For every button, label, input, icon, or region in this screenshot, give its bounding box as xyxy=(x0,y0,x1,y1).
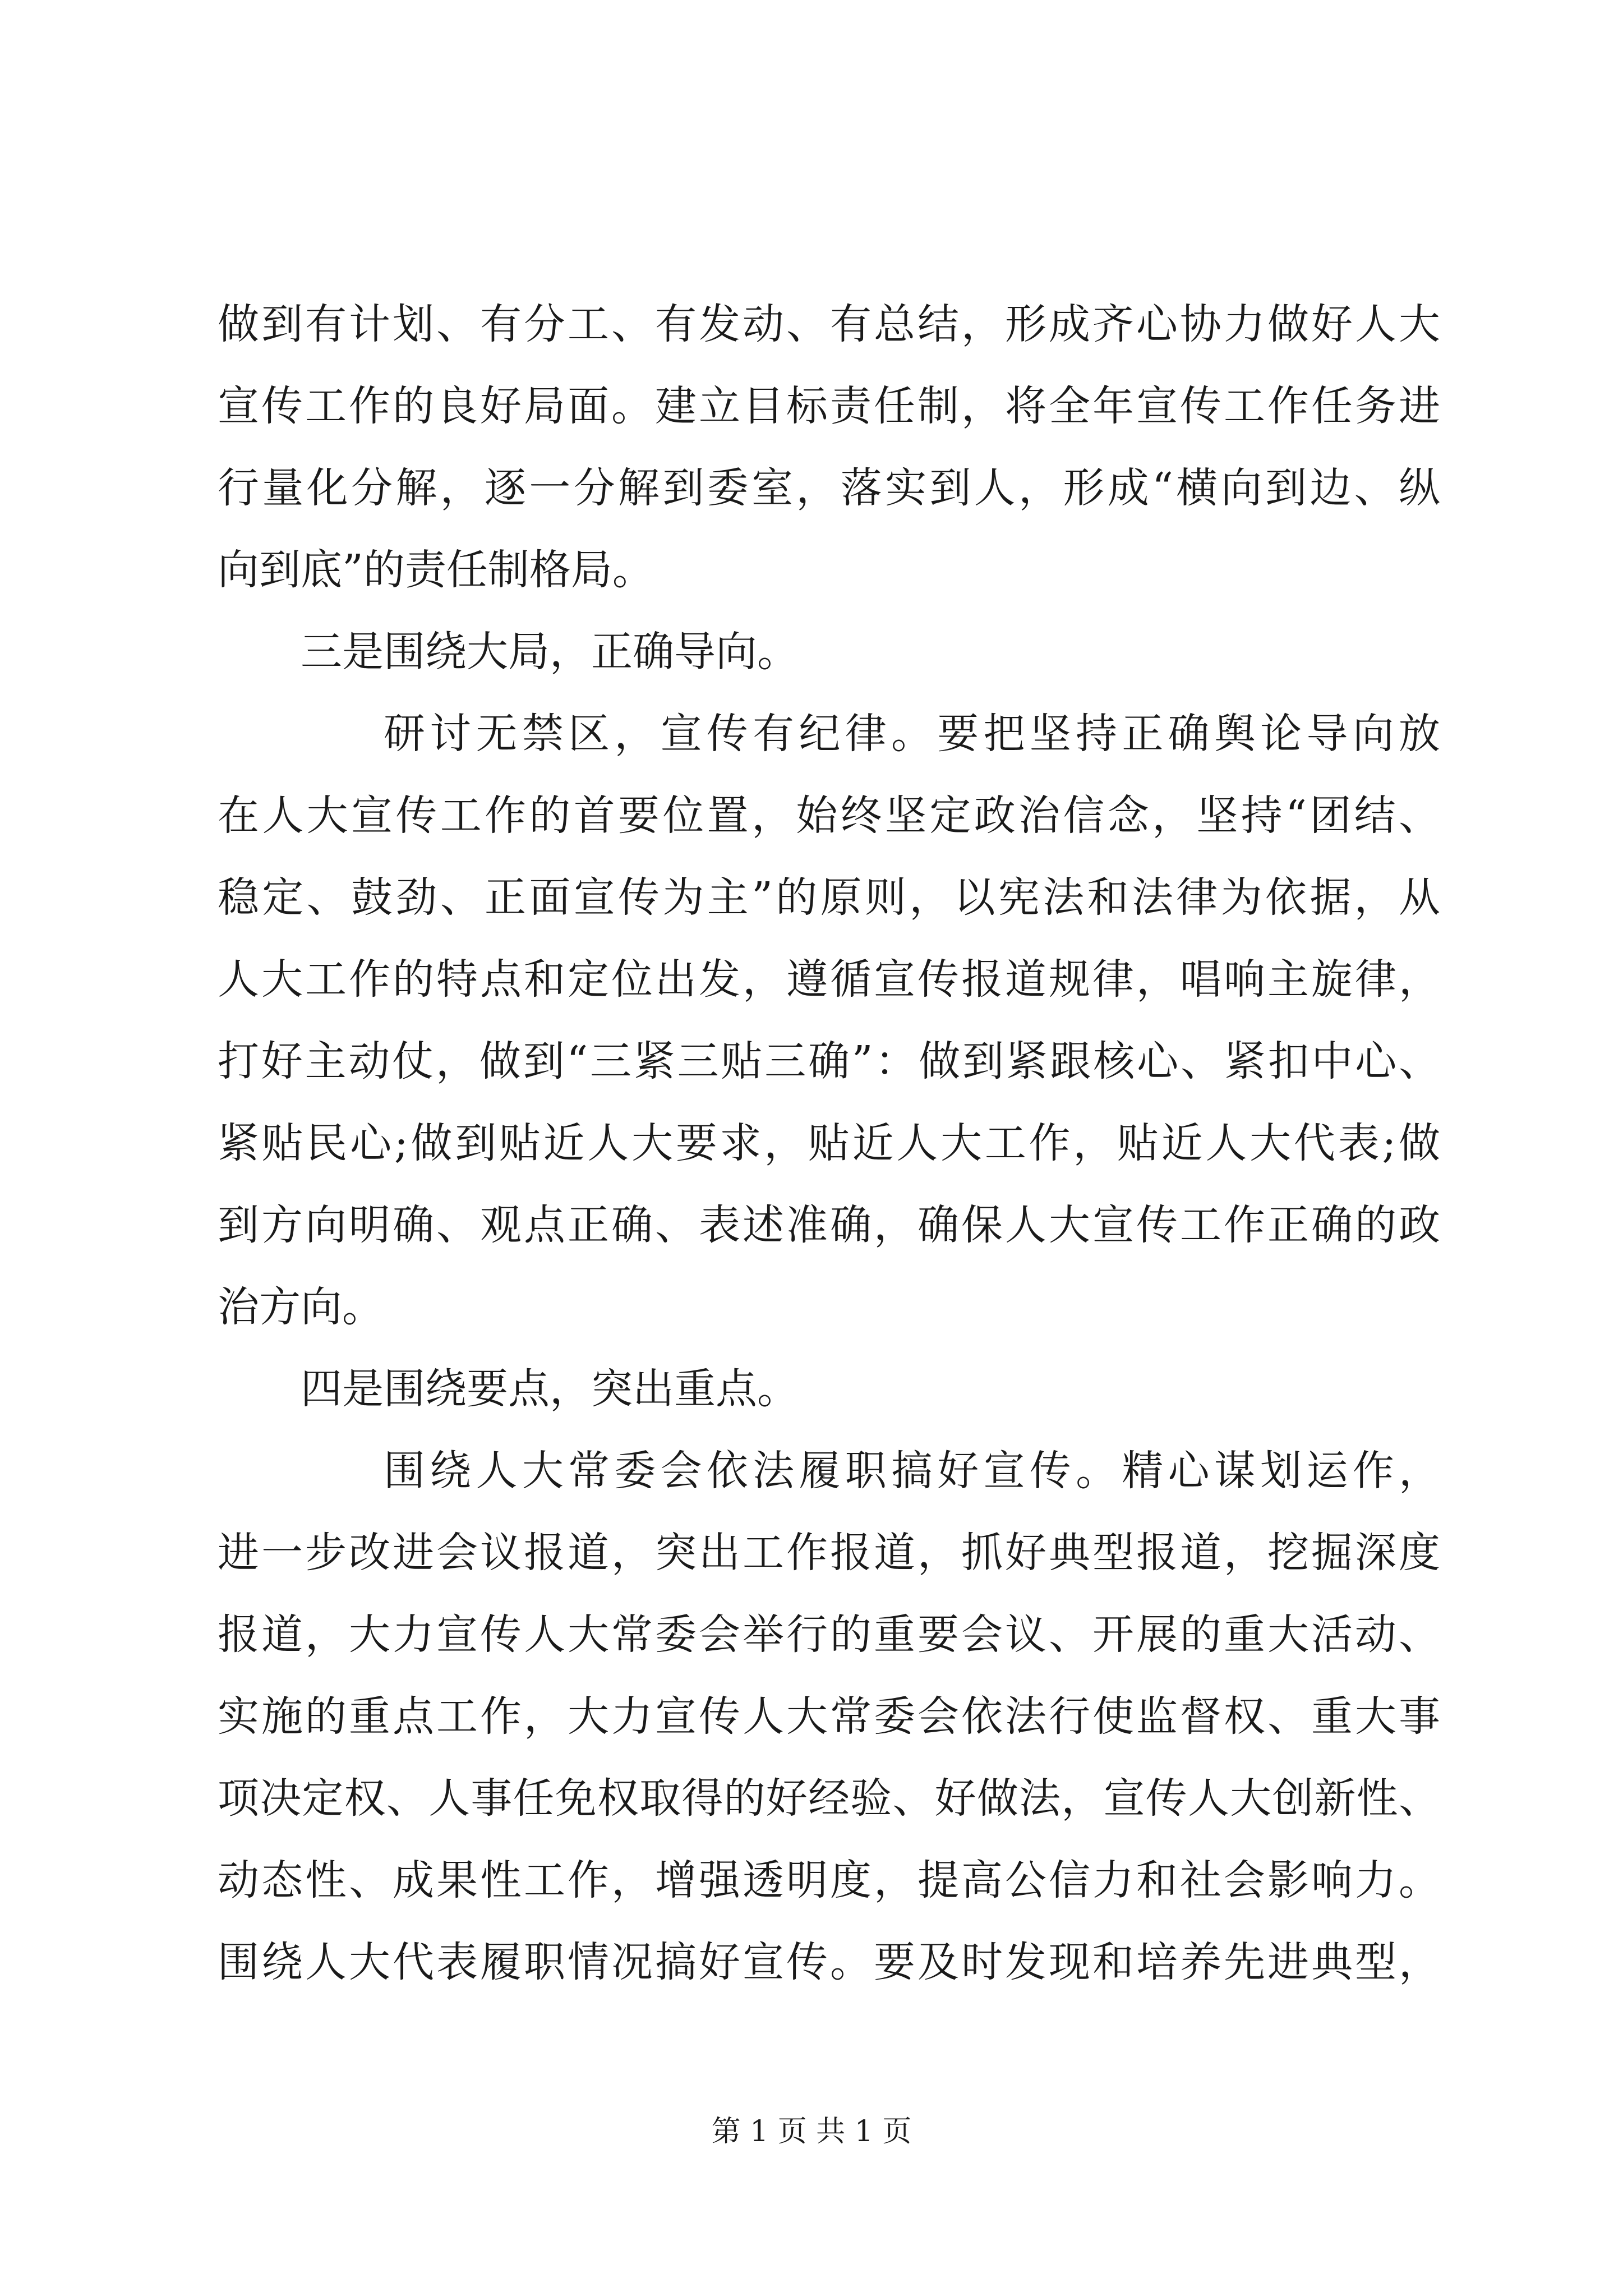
text-line: 四是围绕要点，突出重点。 xyxy=(301,1365,799,1413)
page-footer: 第 1 页 共 1 页 xyxy=(711,2115,912,2148)
text-line: 动态性、成果性工作，增强透明度，提高公信力和社会影响力。 xyxy=(218,1856,1440,1904)
text-line: 向到底”的责任制格局。 xyxy=(218,546,654,594)
text-line: 行量化分解，逐一分解到委室，落实到人，形成“横向到边、纵 xyxy=(218,464,1440,512)
text-line: 治方向。 xyxy=(218,1283,384,1331)
text-line: 围绕人大常委会依法履职搞好宣传。精心谋划运作， xyxy=(384,1447,1440,1495)
text-line: 项决定权、人事任免权取得的好经验、好做法，宣传人大创新性、 xyxy=(218,1774,1440,1823)
text-line: 在人大宣传工作的首要位置，始终坚定政治信念，坚持“团结、 xyxy=(218,792,1440,840)
text-line: 稳定、鼓劲、正面宣传为主”的原则，以宪法和法律为依据，从 xyxy=(218,873,1440,922)
document-body xyxy=(218,283,1440,2003)
text-line: 报道，大力宣传人大常委会举行的重要会议、开展的重大活动、 xyxy=(218,1611,1440,1659)
text-line: 进一步改进会议报道，突出工作报道，抓好典型报道，挖掘深度 xyxy=(218,1529,1440,1577)
text-line: 宣传工作的良好局面。建立目标责任制，将全年宣传工作任务进 xyxy=(218,382,1440,430)
text-line: 研讨无禁区，宣传有纪律。要把坚持正确舆论导向放 xyxy=(384,710,1440,758)
text-line: 实施的重点工作，大力宣传人大常委会依法行使监督权、重大事 xyxy=(218,1692,1440,1741)
text-line: 到方向明确、观点正确、表述准确，确保人大宣传工作正确的政 xyxy=(218,1201,1440,1249)
text-line: 三是围绕大局，正确导向。 xyxy=(301,628,799,676)
text-line: 做到有计划、有分工、有发动、有总结，形成齐心协力做好人大 xyxy=(218,300,1440,348)
text-line: 紧贴民心;做到贴近人大要求，贴近人大工作，贴近人大代表;做 xyxy=(218,1119,1440,1167)
text-line: 打好主动仗，做到“三紧三贴三确”：做到紧跟核心、紧扣中心、 xyxy=(218,1037,1440,1085)
text-line: 人大工作的特点和定位出发，遵循宣传报道规律，唱响主旋律， xyxy=(218,955,1440,1004)
text-line: 围绕人大代表履职情况搞好宣传。要及时发现和培养先进典型， xyxy=(218,1938,1440,1986)
